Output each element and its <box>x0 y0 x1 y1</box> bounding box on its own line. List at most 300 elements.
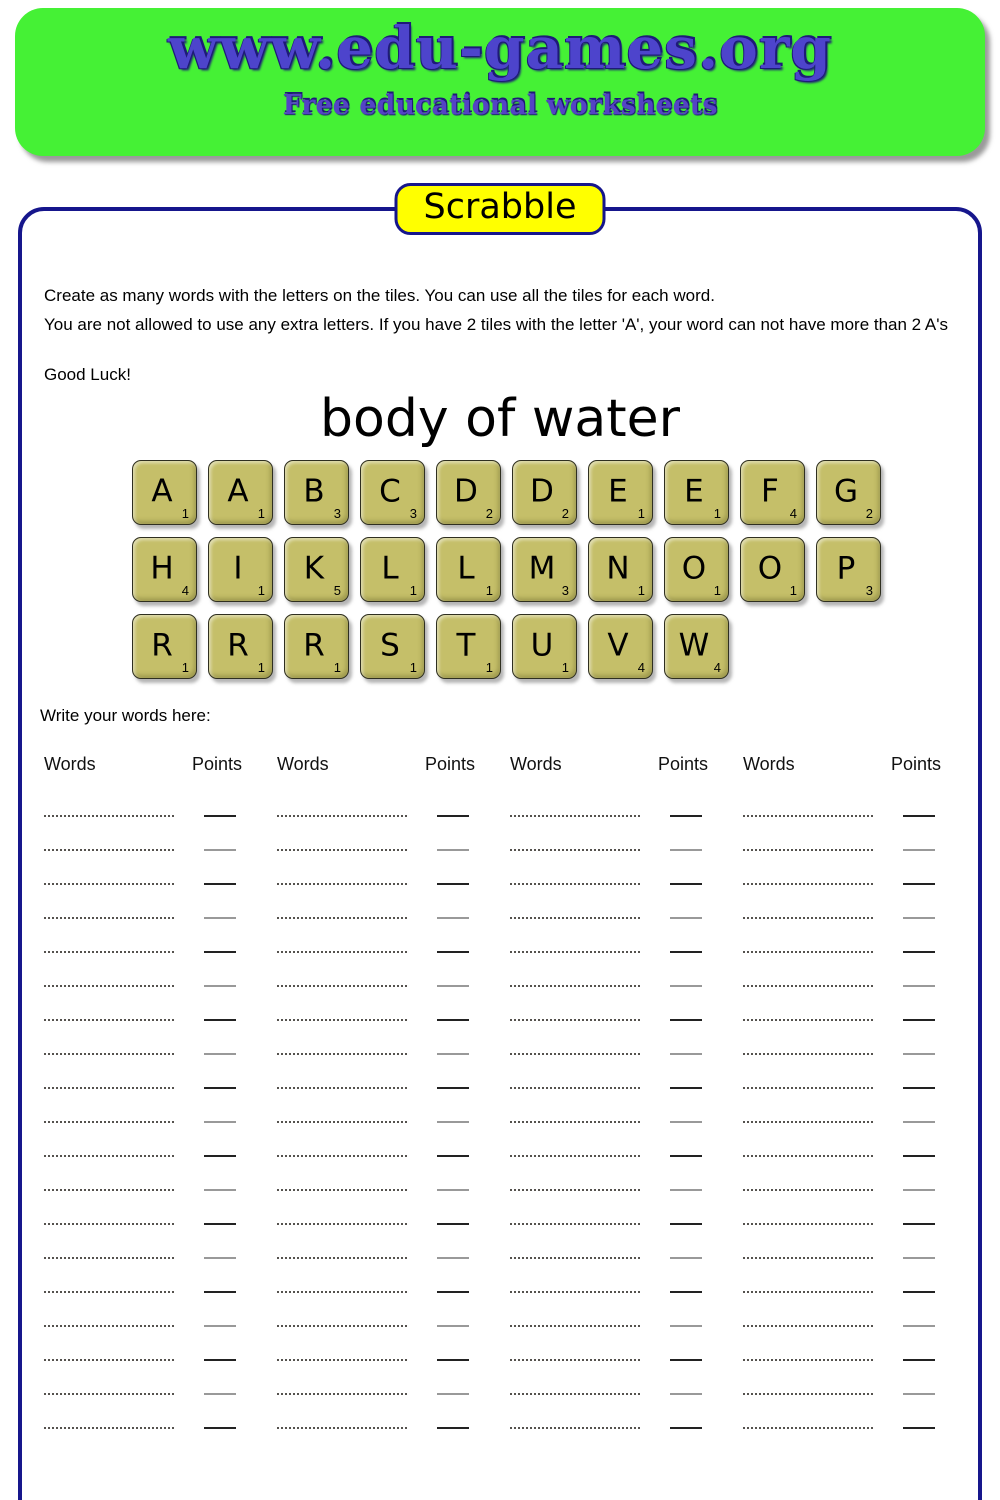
word-entry-line <box>44 1325 174 1327</box>
points-entry-line <box>903 1257 935 1259</box>
points-entry-line <box>437 1359 469 1361</box>
word-points-cell <box>510 1058 743 1092</box>
tile-value: 1 <box>485 583 493 598</box>
words-header: Words <box>44 754 96 774</box>
table-row <box>44 1092 976 1126</box>
word-points-cell <box>743 1398 976 1432</box>
word-points-cell <box>510 1228 743 1262</box>
tile-board <box>132 460 978 679</box>
table-row <box>44 1126 976 1160</box>
scrabble-tile <box>436 460 501 525</box>
word-points-cell <box>44 786 277 820</box>
tile-letter: O <box>681 550 707 587</box>
word-entry-line <box>277 1359 407 1361</box>
tile-value: 1 <box>257 660 265 675</box>
points-entry-line <box>903 1155 935 1157</box>
table-row <box>44 1228 976 1262</box>
points-header: Points <box>192 754 243 774</box>
points-entry-line <box>204 1427 236 1429</box>
scrabble-tile <box>512 537 577 602</box>
header-group <box>277 754 510 776</box>
table-row <box>44 990 976 1024</box>
tile-value: 1 <box>257 506 265 521</box>
tile-value: 1 <box>561 660 569 675</box>
points-entry-line <box>903 1325 935 1327</box>
word-entry-line <box>743 1325 873 1327</box>
word-points-cell <box>510 1092 743 1126</box>
points-entry-line <box>437 1325 469 1327</box>
points-entry-line <box>204 1325 236 1327</box>
tile-letter: D <box>454 473 478 510</box>
word-entry-line <box>44 815 174 817</box>
word-points-cell <box>743 1092 976 1126</box>
scrabble-tile <box>664 614 729 679</box>
points-entry-line <box>670 1087 702 1089</box>
tile-letter: E <box>684 473 704 510</box>
points-entry-line <box>204 985 236 987</box>
tile-letter: T <box>456 627 476 664</box>
word-entry-line <box>743 815 873 817</box>
points-entry-line <box>437 815 469 817</box>
word-points-cell <box>743 1126 976 1160</box>
points-entry-line <box>903 883 935 885</box>
word-points-cell <box>277 820 510 854</box>
scrabble-tile <box>132 460 197 525</box>
word-entry-line <box>44 1053 174 1055</box>
word-points-cell <box>277 1126 510 1160</box>
table-row <box>44 820 976 854</box>
word-points-cell <box>44 820 277 854</box>
words-header: Words <box>277 754 329 774</box>
tile-value: 2 <box>865 506 873 521</box>
word-entry-line <box>510 1155 640 1157</box>
word-points-cell <box>743 1228 976 1262</box>
word-points-cell <box>743 820 976 854</box>
points-entry-line <box>437 1019 469 1021</box>
word-entry-line <box>743 1087 873 1089</box>
tile-value: 3 <box>865 583 873 598</box>
scrabble-tile <box>588 537 653 602</box>
word-entry-line <box>510 1325 640 1327</box>
word-entry-line <box>743 951 873 953</box>
tile-letter: I <box>233 550 243 587</box>
word-points-cell <box>277 1024 510 1058</box>
words-table <box>44 754 976 1432</box>
tile-letter: A <box>151 473 173 510</box>
points-entry-line <box>670 1257 702 1259</box>
word-entry-line <box>510 1189 640 1191</box>
points-entry-line <box>670 1053 702 1055</box>
word-points-cell <box>277 854 510 888</box>
points-entry-line <box>437 1189 469 1191</box>
word-points-cell <box>277 1364 510 1398</box>
points-entry-line <box>437 1393 469 1395</box>
word-points-cell <box>44 990 277 1024</box>
word-points-cell <box>743 786 976 820</box>
scrabble-tile <box>132 614 197 679</box>
word-points-cell <box>277 1160 510 1194</box>
word-entry-line <box>277 1019 407 1021</box>
points-entry-line <box>204 1257 236 1259</box>
word-points-cell <box>44 1058 277 1092</box>
word-entry-line <box>277 1427 407 1429</box>
tile-letter: C <box>379 473 401 510</box>
table-row <box>44 1398 976 1432</box>
scrabble-tile <box>588 460 653 525</box>
site-subtitle: Free educational worksheets <box>282 90 718 121</box>
word-points-cell <box>277 888 510 922</box>
points-entry-line <box>204 883 236 885</box>
worksheet-type-badge <box>395 183 606 235</box>
word-entry-line <box>743 1359 873 1361</box>
word-entry-line <box>510 985 640 987</box>
header-group <box>743 754 976 776</box>
word-entry-line <box>277 1393 407 1395</box>
word-points-cell <box>44 1296 277 1330</box>
word-points-cell <box>277 1058 510 1092</box>
word-entry-line <box>510 1257 640 1259</box>
points-entry-line <box>204 1291 236 1293</box>
points-entry-line <box>437 985 469 987</box>
points-entry-line <box>204 1121 236 1123</box>
word-entry-line <box>277 951 407 953</box>
tile-letter: O <box>757 550 783 587</box>
points-entry-line <box>437 1291 469 1293</box>
word-entry-line <box>44 849 174 851</box>
table-row <box>44 854 976 888</box>
word-entry-line <box>743 1189 873 1191</box>
word-entry-line <box>277 985 407 987</box>
word-entry-line <box>743 1019 873 1021</box>
points-entry-line <box>204 815 236 817</box>
tile-letter: A <box>227 473 249 510</box>
word-points-cell <box>277 922 510 956</box>
word-entry-line <box>44 1155 174 1157</box>
tile-value: 2 <box>561 506 569 521</box>
word-points-cell <box>44 1024 277 1058</box>
word-points-cell <box>44 1228 277 1262</box>
word-points-cell <box>44 888 277 922</box>
tile-letter: S <box>380 627 400 664</box>
word-points-cell <box>743 1330 976 1364</box>
points-entry-line <box>903 849 935 851</box>
scrabble-tile <box>664 460 729 525</box>
points-entry-line <box>903 1189 935 1191</box>
points-entry-line <box>903 985 935 987</box>
tile-letter: B <box>303 473 325 510</box>
table-row <box>44 1024 976 1058</box>
table-row <box>44 1330 976 1364</box>
word-points-cell <box>510 990 743 1024</box>
word-points-cell <box>743 888 976 922</box>
word-entry-line <box>743 1155 873 1157</box>
header-group <box>510 754 743 776</box>
table-row <box>44 888 976 922</box>
scrabble-tile <box>360 537 425 602</box>
word-points-cell <box>44 1262 277 1296</box>
write-words-prompt: Write your words here: <box>40 706 211 725</box>
word-entry-line <box>277 883 407 885</box>
word-entry-line <box>510 1359 640 1361</box>
word-entry-line <box>44 883 174 885</box>
word-entry-line <box>277 1257 407 1259</box>
word-points-cell <box>277 1296 510 1330</box>
word-points-cell <box>510 786 743 820</box>
badge-label: Scrabble <box>423 187 577 227</box>
word-points-cell <box>510 922 743 956</box>
word-points-cell <box>510 1160 743 1194</box>
points-entry-line <box>903 1121 935 1123</box>
tile-value: 3 <box>333 506 341 521</box>
points-entry-line <box>903 1427 935 1429</box>
points-entry-line <box>670 1427 702 1429</box>
points-entry-line <box>204 849 236 851</box>
puzzle-title: body of water <box>320 389 680 449</box>
points-entry-line <box>204 1393 236 1395</box>
points-entry-line <box>670 883 702 885</box>
scrabble-tile <box>360 460 425 525</box>
scrabble-tile <box>284 537 349 602</box>
tile-letter: W <box>678 627 710 664</box>
points-entry-line <box>437 951 469 953</box>
word-entry-line <box>510 815 640 817</box>
word-entry-line <box>743 1121 873 1123</box>
word-points-cell <box>277 1092 510 1126</box>
tile-value: 1 <box>485 660 493 675</box>
word-points-cell <box>44 1160 277 1194</box>
word-points-cell <box>743 1058 976 1092</box>
word-points-cell <box>510 1262 743 1296</box>
tile-row <box>132 460 978 525</box>
scrabble-tile <box>740 460 805 525</box>
word-points-cell <box>277 786 510 820</box>
word-entry-line <box>510 1019 640 1021</box>
word-points-cell <box>510 956 743 990</box>
tile-value: 1 <box>713 506 721 521</box>
tile-letter: E <box>608 473 628 510</box>
points-entry-line <box>437 1121 469 1123</box>
table-row <box>44 1296 976 1330</box>
tile-letter: L <box>457 550 475 587</box>
word-entry-line <box>743 1053 873 1055</box>
word-entry-line <box>44 1223 174 1225</box>
tile-value: 1 <box>637 583 645 598</box>
word-points-cell <box>510 1024 743 1058</box>
tile-value: 5 <box>333 583 341 598</box>
tile-letter: V <box>607 627 629 664</box>
points-entry-line <box>670 1189 702 1191</box>
points-entry-line <box>670 815 702 817</box>
points-entry-line <box>903 917 935 919</box>
word-points-cell <box>510 1330 743 1364</box>
word-points-cell <box>277 1330 510 1364</box>
points-entry-line <box>437 1257 469 1259</box>
word-entry-line <box>44 1087 174 1089</box>
tile-row <box>132 614 978 679</box>
word-points-cell <box>44 922 277 956</box>
word-entry-line <box>743 849 873 851</box>
word-entry-line <box>510 1393 640 1395</box>
word-entry-line <box>277 1325 407 1327</box>
word-points-cell <box>510 820 743 854</box>
points-entry-line <box>437 1053 469 1055</box>
tile-letter: U <box>530 627 554 664</box>
word-points-cell <box>277 1398 510 1432</box>
tile-value: 2 <box>485 506 493 521</box>
word-entry-line <box>44 1189 174 1191</box>
points-entry-line <box>670 917 702 919</box>
points-entry-line <box>204 1019 236 1021</box>
table-row <box>44 956 976 990</box>
instruction-line-2: You are not allowed to use any extra letters. If you have 2 tiles with the letter 'A', your word can not have more than 2 A's <box>44 315 949 334</box>
tile-value: 1 <box>713 583 721 598</box>
scrabble-tile <box>512 614 577 679</box>
words-header: Words <box>743 754 795 774</box>
word-points-cell <box>277 1194 510 1228</box>
word-points-cell <box>510 888 743 922</box>
word-entry-line <box>743 883 873 885</box>
scrabble-tile <box>588 614 653 679</box>
points-entry-line <box>204 917 236 919</box>
points-entry-line <box>204 1053 236 1055</box>
scrabble-tile <box>664 537 729 602</box>
tile-letter: K <box>303 550 325 587</box>
word-points-cell <box>44 854 277 888</box>
word-entry-line <box>44 1121 174 1123</box>
word-entry-line <box>510 883 640 885</box>
points-entry-line <box>903 1393 935 1395</box>
word-points-cell <box>44 1194 277 1228</box>
word-points-cell <box>510 1364 743 1398</box>
points-entry-line <box>204 1223 236 1225</box>
worksheet-body <box>18 207 982 1500</box>
points-entry-line <box>437 1223 469 1225</box>
word-entry-line <box>277 1121 407 1123</box>
word-points-cell <box>510 1296 743 1330</box>
points-entry-line <box>670 1155 702 1157</box>
word-entry-line <box>277 1087 407 1089</box>
word-entry-line <box>743 1223 873 1225</box>
tile-value: 1 <box>333 660 341 675</box>
points-entry-line <box>670 1223 702 1225</box>
points-entry-line <box>903 1223 935 1225</box>
scrabble-tile <box>284 614 349 679</box>
tile-letter: R <box>227 627 249 664</box>
points-header: Points <box>425 754 476 774</box>
points-entry-line <box>670 849 702 851</box>
tile-letter: D <box>530 473 554 510</box>
word-points-cell <box>277 990 510 1024</box>
tile-value: 1 <box>181 506 189 521</box>
tile-value: 4 <box>713 660 721 675</box>
table-row <box>44 1194 976 1228</box>
word-entry-line <box>44 1359 174 1361</box>
tile-value: 1 <box>409 660 417 675</box>
word-entry-line <box>44 985 174 987</box>
tile-letter: M <box>528 550 556 587</box>
word-points-cell <box>44 956 277 990</box>
word-points-cell <box>743 1194 976 1228</box>
word-entry-line <box>277 815 407 817</box>
points-entry-line <box>437 1087 469 1089</box>
scrabble-tile <box>208 460 273 525</box>
word-entry-line <box>743 917 873 919</box>
instruction-line-1: Create as many words with the letters on the tiles. You can use all the tiles for each word. <box>44 286 715 305</box>
word-entry-line <box>44 1257 174 1259</box>
points-entry-line <box>903 1359 935 1361</box>
word-entry-line <box>44 1291 174 1293</box>
points-header: Points <box>891 754 942 774</box>
word-entry-line <box>277 849 407 851</box>
header-row-spacer <box>44 776 976 786</box>
points-entry-line <box>903 1291 935 1293</box>
word-points-cell <box>743 922 976 956</box>
scrabble-tile <box>132 537 197 602</box>
tile-letter: R <box>303 627 325 664</box>
table-row <box>44 1262 976 1296</box>
word-entry-line <box>510 1053 640 1055</box>
tile-value: 1 <box>181 660 189 675</box>
word-points-cell <box>743 990 976 1024</box>
scrabble-tile <box>436 537 501 602</box>
good-luck-text: Good Luck! <box>44 365 131 384</box>
words-table-header <box>44 754 976 776</box>
scrabble-tile <box>816 460 881 525</box>
word-points-cell <box>743 1296 976 1330</box>
tile-row <box>132 537 978 602</box>
word-points-cell <box>510 1398 743 1432</box>
word-entry-line <box>277 917 407 919</box>
word-points-cell <box>277 956 510 990</box>
points-entry-line <box>670 1019 702 1021</box>
points-entry-line <box>670 1325 702 1327</box>
word-points-cell <box>743 1262 976 1296</box>
site-title: www.edu-games.org <box>168 14 832 82</box>
word-entry-line <box>510 917 640 919</box>
points-entry-line <box>204 1189 236 1191</box>
table-row <box>44 786 976 820</box>
tile-value: 1 <box>409 583 417 598</box>
word-entry-line <box>510 1427 640 1429</box>
scrabble-tile <box>436 614 501 679</box>
tile-letter: H <box>150 550 174 587</box>
word-entry-line <box>743 1257 873 1259</box>
scrabble-tile <box>816 537 881 602</box>
word-points-cell <box>44 1364 277 1398</box>
word-entry-line <box>44 917 174 919</box>
points-entry-line <box>204 1155 236 1157</box>
points-entry-line <box>670 985 702 987</box>
header-group <box>44 754 277 776</box>
tile-value: 1 <box>637 506 645 521</box>
word-entry-line <box>743 1291 873 1293</box>
word-points-cell <box>743 1364 976 1398</box>
scrabble-tile <box>740 537 805 602</box>
table-row <box>44 1364 976 1398</box>
tile-value: 4 <box>789 506 797 521</box>
word-entry-line <box>743 985 873 987</box>
word-points-cell <box>44 1126 277 1160</box>
points-entry-line <box>903 951 935 953</box>
word-points-cell <box>277 1262 510 1296</box>
points-entry-line <box>204 951 236 953</box>
word-entry-line <box>510 849 640 851</box>
points-entry-line <box>670 1291 702 1293</box>
points-entry-line <box>204 1359 236 1361</box>
tile-value: 4 <box>637 660 645 675</box>
table-row <box>44 922 976 956</box>
tile-letter: N <box>606 550 630 587</box>
